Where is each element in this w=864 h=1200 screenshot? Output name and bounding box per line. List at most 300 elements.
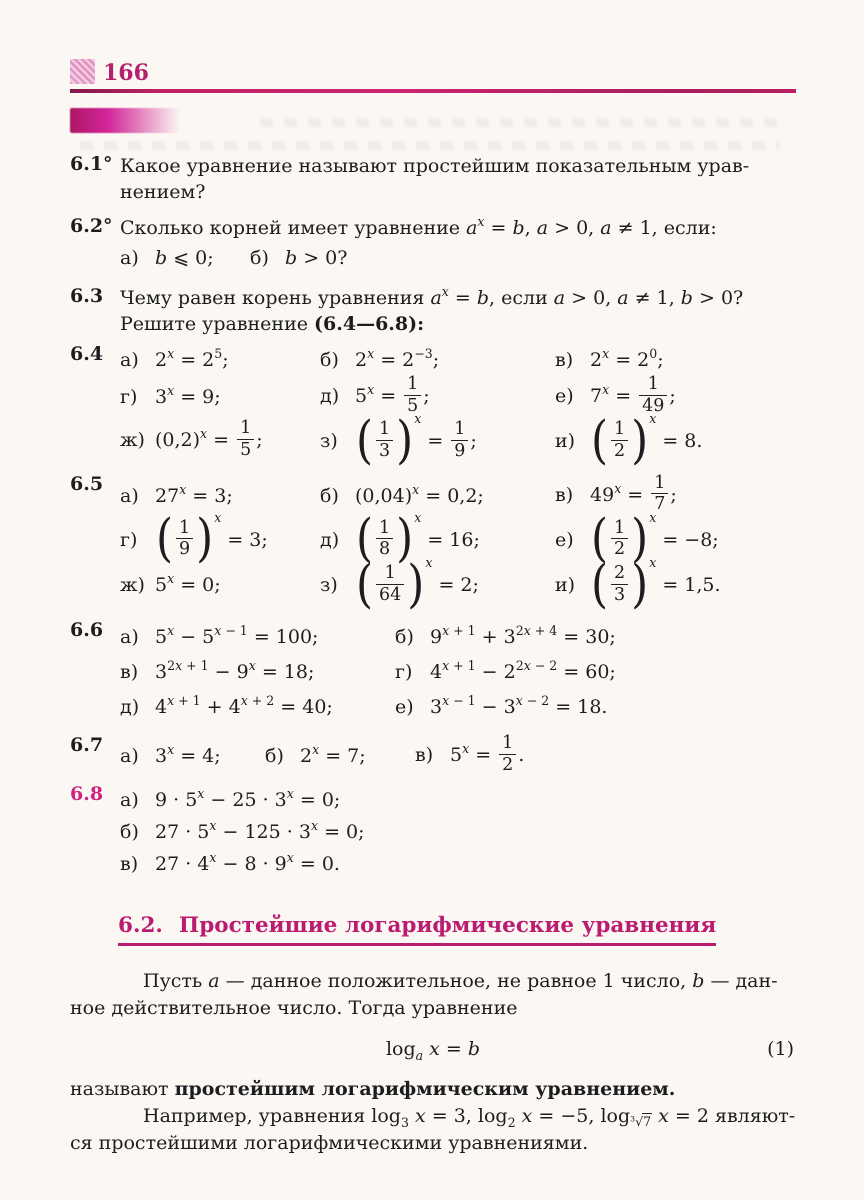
math-variable: x [214,623,222,639]
exercise-item [320,345,555,375]
math: $2^x = 7$; [300,742,366,768]
math-variable: x [209,817,217,833]
math: $3^{2x + 1} - 9^x = 18$; [155,658,315,684]
formula-math: $\log_a x = b$ [385,1037,481,1063]
superscript [214,510,221,525]
fraction [374,564,406,605]
exercise-item [395,621,796,654]
item-row [120,410,796,471]
superscript: −3 [414,346,433,362]
exercise-6-6 [70,619,796,726]
paragraph-line [70,968,796,995]
exercise-item [120,243,250,273]
numerator: 1 [639,375,667,396]
exercise-number: 6.8 [70,782,104,805]
superscript: 2x + 4 [515,623,558,639]
superscript: x − 1 [214,623,248,639]
section-title: Простейшие логарифмические уравнения [178,912,717,938]
math: $2^x = 2^0$; [590,346,664,371]
page-header [70,56,796,84]
math: $\log_2 x = -5$, [477,1104,595,1130]
page-number: 166 [103,60,149,86]
item-row [120,691,796,724]
item-label: и) [555,574,576,597]
exercise-item [265,741,415,771]
exercise-item [120,817,796,847]
math-variable: x [248,658,256,674]
item-label: г) [395,661,413,684]
item-label: в) [555,349,574,371]
superscript [367,346,374,361]
math-variable: x [442,658,450,674]
fraction [235,419,256,460]
exercise-body [120,734,796,779]
math: $49^x$ = $\frac{1}{7}$ ; [590,472,677,515]
item-label: в) [120,852,139,875]
math: $2^x = 2^{-3}$; [355,346,440,371]
math: ( $\frac{1}{3}$ )$^x$ = $\frac{1}{9}$ ; [356,410,477,471]
math-variable: x [414,509,422,525]
math-variable: x [286,849,294,865]
exercise-item [120,345,320,375]
bold-text: (6.4—6.8): [314,313,425,335]
open-paren: ( [356,554,374,615]
superscript [249,658,256,673]
math-variable: x [167,623,175,639]
text: Решите уравнение [120,313,315,335]
exercise-item [250,243,796,273]
item-row [120,849,796,879]
math-variable: x [649,411,657,427]
math-variable: b [512,217,525,239]
item-label: ж) [120,429,145,452]
superscript [602,346,609,361]
math-variable: x [240,693,248,709]
math-variable: a [536,217,549,239]
item-label: в) [120,661,139,684]
decoration-square [70,59,95,84]
denominator: 3 [379,440,391,461]
exercise-item [395,691,796,724]
exercise-6-7 [70,734,796,779]
math: $5^x$ = $\frac{1}{2}$ . [450,733,525,775]
close-paren: ) [631,554,649,615]
numerator: 1 [376,519,393,540]
math: $27^x = 3$; [155,481,233,507]
math-variable: x [167,571,175,587]
math: ( $\frac{1}{64}$ )$^x$ = 2; [356,554,479,615]
exercise-item [120,621,395,654]
superscript [311,818,318,833]
subscript: 3 [400,1114,409,1130]
math-variable: a [553,287,566,309]
fraction [609,420,630,461]
exercise-item [120,418,320,462]
superscript [179,482,186,497]
numerator: 1 [404,375,421,396]
subscript [630,1114,652,1129]
subscript: 2 [507,1114,516,1130]
item-label: е) [395,696,414,719]
root [630,1114,652,1129]
item-row [120,817,796,847]
close-paren: ) [196,508,214,569]
math-variable: x [197,785,205,801]
denominator: 5 [240,439,252,460]
item-label: а) [120,247,139,269]
exercise-item [120,691,395,724]
math: $\log_{^3√7} x = 2$ [600,1104,709,1130]
exercise-number: 6.5 [70,473,104,496]
math: ( $\frac{1}{9}$ )$^x$ = 3; [156,508,268,569]
exercise-item [320,481,555,511]
item-label: в) [555,483,574,506]
exercise-body [120,783,796,881]
exercise-body [120,215,796,275]
close-paren: ) [631,410,649,471]
text-line [120,215,796,241]
math: $(0,2)^x$ = $\frac{1}{5}$ ; [155,418,263,460]
superscript: x + 1 [442,658,476,674]
math-variable: a [208,969,220,992]
math-variable: x [523,658,531,674]
math-variable: x [167,383,175,399]
item-label: а) [120,745,139,768]
exercise-item [120,570,320,600]
exercise-6-5 [70,472,796,615]
math-variable: x [425,555,433,571]
paren-content [609,419,630,463]
math-variable: x [167,693,175,709]
paragraph-line [70,1130,796,1157]
content [70,153,796,1157]
numerator: 1 [376,420,393,441]
exercise-item [120,481,320,511]
item-label: з) [320,574,338,597]
paren-content [374,517,395,561]
math: $5^x$ = $\frac{1}{5}$ ; [355,374,430,416]
math-variable: a [466,217,478,239]
denominator: 2 [502,754,514,775]
math-variable: x [167,346,175,362]
numerator: 2 [611,564,628,585]
math-variable: x [614,480,622,496]
exercise-item [415,733,796,777]
math: b ⩽ 0; [155,247,214,269]
fraction [174,519,195,560]
math: $7^x$ = $\frac{1}{49}$ ; [590,374,676,416]
exercise-item [120,656,395,689]
superscript [167,623,174,638]
open-paren: ( [356,508,374,569]
exercise-item [395,656,796,689]
math-variable: x [649,509,657,525]
math: ( $\frac{1}{2}$ )$^x$ = 8. [591,410,703,471]
math-variable: a [617,287,629,309]
math-variable: x [415,1104,426,1127]
paragraph-line [70,1103,796,1130]
superscript: x − 1 [442,693,476,709]
math-variable: x [442,693,450,709]
close-paren: ) [631,508,649,569]
math: $5^x - 5^{x - 1} = 100$; [155,623,319,649]
item-label: д) [320,385,340,408]
denominator: 9 [454,440,466,461]
paren-content [609,517,630,561]
math: $\log_3 x = 3$, [371,1104,472,1130]
exercise-item [120,382,320,412]
math-variable: x [412,481,420,497]
math: $9 \cdot 5^x - 25 \cdot 3^x = 0$; [155,785,341,811]
math [208,970,219,992]
denominator: 9 [179,539,191,560]
math: $(0,04)^x = 0,2$; [355,481,484,507]
math: $a^x = b$, [430,284,496,309]
exercise-item [120,741,265,771]
math-variable: x [521,1104,533,1127]
paragraph-intro [70,968,796,1022]
paragraph-line [70,1076,796,1103]
page-inner [70,56,796,1157]
denominator: 8 [379,539,391,560]
open-paren: ( [356,410,374,471]
exercise-item [120,785,796,815]
math-variable: b [476,287,490,309]
math-variable: x [209,849,217,865]
math-variable: x [414,411,422,427]
math-variable: a [600,217,612,239]
math-variable: x [312,742,320,758]
math-variable: b [155,247,168,269]
math-variable: x [286,785,294,801]
item-label: е) [555,385,574,408]
item-label: б) [395,626,414,649]
superscript: 2x + 1 [167,658,209,674]
math: a > 0, a ≠ 1, b > 0? [553,287,744,309]
fraction [374,519,395,560]
text: ное действительное число. Тогда уравнение [70,996,518,1019]
item-row [120,345,796,375]
superscript: x + 2 [240,693,275,709]
paren-content [609,563,630,607]
numerator: 1 [451,420,468,441]
math-variable: x [477,214,485,230]
math: ( $\frac{1}{8}$ )$^x$ = 16; [356,508,480,569]
math: $4^{x + 1} + 4^{x + 2} = 40$; [155,693,333,719]
text-line [120,285,796,311]
equation-number: (1) [767,1037,794,1060]
math-variable: x [429,1037,440,1060]
math: b > 0? [285,247,348,269]
exercise-6-8 [70,783,796,881]
superscript [209,818,216,833]
open-paren: ( [591,554,609,615]
fraction [497,734,518,775]
math-variable: a [415,1047,424,1063]
item-label: г) [120,528,138,551]
exercise-number: 6.4 [70,343,104,365]
root-index: 3 [630,1115,636,1125]
math-variable: x [367,382,375,398]
item-row [120,472,796,516]
exercise-item [555,410,796,471]
superscript [425,555,432,570]
math-variable: x [179,481,187,497]
math-variable: x [602,346,610,362]
math: $4^{x + 1} - 2^{2x - 2} = 60$; [430,658,616,684]
math-variable: x [310,817,319,833]
formula-1 [70,1034,796,1064]
math-variable: b [467,1037,481,1060]
denominator: 2 [614,539,626,560]
superscript: x − 2 [515,693,550,709]
exercise-number: 6.6 [70,619,104,642]
superscript [167,743,174,758]
header-rule [70,89,796,93]
item-label: в) [415,744,434,767]
item-label: б) [265,745,284,768]
item-label: е) [555,528,574,551]
superscript [287,786,294,801]
superscript [197,786,204,801]
math-variable: b [680,287,693,309]
item-row [120,656,796,689]
numerator: 1 [651,474,668,495]
open-paren: ( [156,508,174,569]
text: Сколько корней имеет уравнение [120,217,467,239]
subscript [416,1047,423,1062]
item-row [120,785,796,815]
superscript: 5 [214,346,223,362]
numerator: 1 [237,419,254,440]
math-variable: x [175,658,183,674]
superscript [614,481,621,496]
item-row [120,733,796,777]
radical-sign: √ [635,1114,643,1130]
superscript [367,383,374,398]
item-label: з) [320,430,338,453]
text-line [120,153,796,179]
denominator: 3 [614,584,626,605]
math: $27 \cdot 5^x - 125 \cdot 3^x = 0$; [155,817,365,843]
math: ( $\frac{2}{3}$ )$^x$ = 1,5. [591,554,721,615]
item-row [120,554,796,615]
paragraph-definition [70,1076,796,1157]
section-number: 6.2. [118,912,163,938]
text: Чему равен корень уравнения [120,287,431,309]
numerator: 1 [376,564,404,585]
text: называют [70,1077,175,1100]
superscript: x + 1 [167,693,201,709]
exercise-body [120,619,796,726]
text: Например, уравнения [143,1104,372,1127]
math: $27 \cdot 4^x - 8 \cdot 9^x = 0$. [155,849,340,875]
math: $3^{x - 1} - 3^{x - 2} = 18$. [430,693,608,719]
math-variable: x [658,1104,669,1127]
exercise-number: 6.3 [70,285,104,307]
math-variable: x [515,693,523,709]
superscript [412,482,419,497]
text-line [120,179,796,205]
superscript [462,742,469,757]
item-label: а) [120,626,139,649]
exercise-item [120,849,796,879]
math: $5^x = 0$; [155,571,221,597]
numerator: 1 [176,519,193,540]
superscript [649,555,656,570]
denominator: 7 [654,494,666,515]
exercise-6-4 [70,343,796,471]
math-variable: x [441,284,449,300]
numerator: 1 [499,734,516,755]
exercise-item [120,508,320,569]
superscript [167,346,174,361]
exercise-item [555,345,796,375]
close-paren: ) [396,508,414,569]
bold-text: простейшим логарифмическим уравнением. [174,1077,676,1100]
math-variable: x [214,509,222,525]
item-row [120,621,796,654]
fraction [449,420,470,461]
question-6-3 [70,285,796,337]
text-line [120,311,796,337]
math: $2^x = 2^5$; [155,346,229,371]
text: если: [657,217,717,239]
item-label: ж) [120,574,145,597]
fraction [649,474,670,515]
exercise-body [120,343,796,471]
item-label: д) [320,528,340,551]
item-label: а) [120,484,139,507]
radicand: 7 [643,1114,652,1130]
math-variable: x [167,742,175,758]
text: Какое уравнение называют простейшим показательным урав- [120,155,750,177]
denominator: 5 [407,395,419,416]
item-row [120,374,796,418]
section-heading-6-2 [118,913,796,946]
item-label: и) [555,430,576,453]
math-variable: a [430,287,442,309]
math-variable: x [462,741,470,757]
superscript [209,850,216,865]
math: $a^x = b$, a > 0, a ≠ 1, [466,214,658,239]
paragraph-line [70,995,796,1022]
math: $9^{x + 1} + 3^{2x + 4} = 30$; [430,623,616,649]
paren-content [174,517,195,561]
fraction [374,420,395,461]
item-label: б) [320,349,339,371]
item-row [120,243,796,273]
highlight-smudge [70,108,180,133]
superscript [167,384,174,399]
superscript [167,571,174,586]
item-label: б) [250,247,269,269]
numerator: 1 [611,519,628,540]
math-variable: b [692,969,705,992]
exercise-body [120,472,796,615]
superscript: x + 1 [442,623,476,639]
exercise-item [320,410,555,471]
superscript [477,214,484,229]
text: Пусть [143,969,209,992]
superscript [414,510,421,525]
superscript [442,284,449,299]
section-heading-inner [118,913,716,946]
math: ( $\frac{1}{2}$ )$^x$ = −8; [591,508,719,569]
item-label: а) [120,788,139,811]
item-label: г) [120,386,138,409]
item-label: д) [120,696,140,719]
